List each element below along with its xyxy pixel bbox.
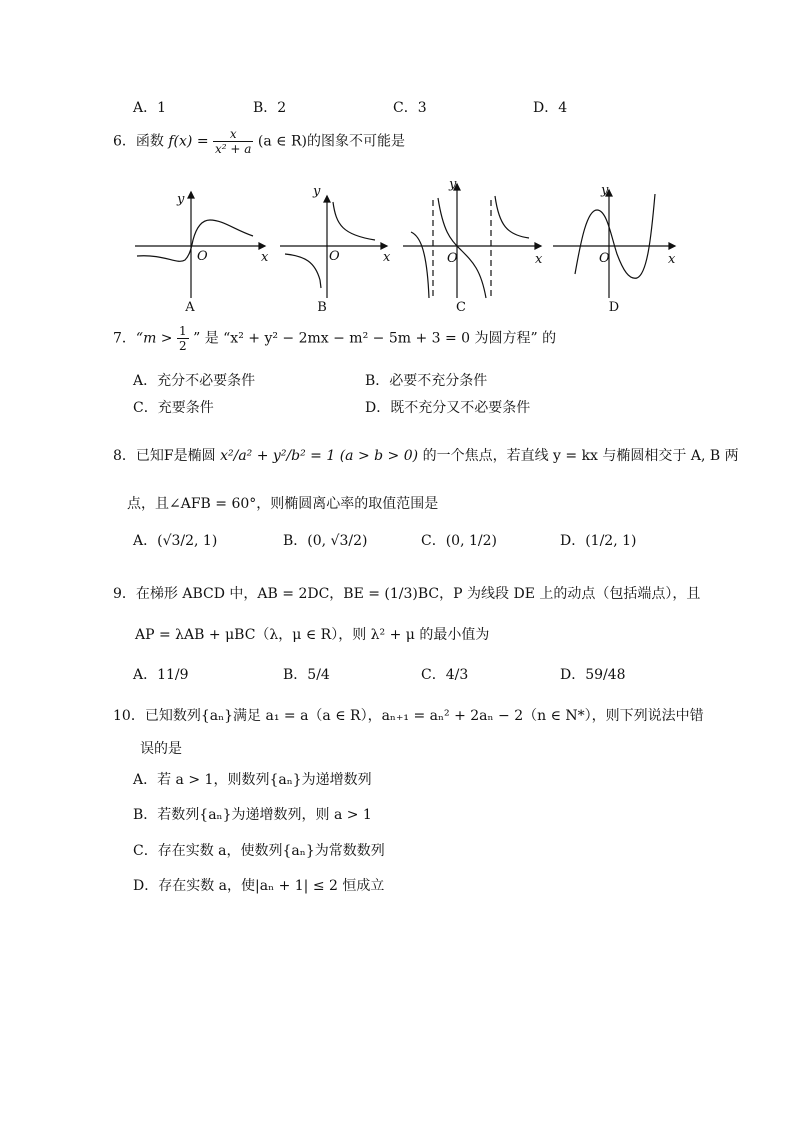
q8-option-a: A．(√3/2, 1) <box>133 533 218 549</box>
q7-option-d: D．既不充分又不必要条件 <box>365 400 531 416</box>
fig-b-origin: O <box>329 249 340 264</box>
q6-frac-den: x² + a <box>215 142 252 156</box>
q6-figures <box>115 170 685 320</box>
fig-d-y-label: y <box>601 183 609 198</box>
q10-line1: 已知数列{aₙ}满足 a₁ = a（a ∈ R），aₙ₊₁ = aₙ² + 2aₙ − 2（n ∈ N*），则下列说法中错 <box>144 708 704 724</box>
q6-suffix: 的图象不可能是 <box>306 133 405 150</box>
q7-frac-den: 2 <box>179 339 187 353</box>
q8-line2: 点，且∠AFB = 60°，则椭圆离心率的取值范围是 <box>127 496 439 512</box>
q6-stem <box>113 128 405 155</box>
q10-stem <box>113 705 704 725</box>
q6-func: f(x) = <box>168 133 209 150</box>
fig-c-y-label: y <box>449 177 457 192</box>
figure-label-b: B <box>317 300 327 315</box>
figure-label-d: D <box>608 300 620 315</box>
q7-part1: “m > <box>135 330 173 347</box>
q9-option-b: B．5/4 <box>283 667 330 683</box>
figure-d-graph <box>553 190 675 298</box>
q9-option-a: A．11/9 <box>133 667 189 683</box>
q7-stem <box>113 325 556 352</box>
q9-line1-a: 在梯形 ABCD 中， <box>135 586 258 602</box>
fig-a-x-label: x <box>261 250 269 265</box>
q7-number: 7． <box>113 330 136 347</box>
fig-d-origin: O <box>599 251 610 266</box>
q10-line2: 误的是 <box>140 741 182 757</box>
q9-line2: AP = λAB + μBC（λ，μ ∈ R），则 λ² + μ 的最小值为 <box>135 627 490 643</box>
q5-option-c: C．3 <box>393 100 427 116</box>
q9-option-c: C．4/3 <box>421 667 469 683</box>
q8-part2: 的一个焦点，若直线 y = kx 与椭圆相交于 A, B 两 <box>422 448 739 464</box>
q8-stem <box>113 445 739 465</box>
q9-line1-b: AB = 2DC，BE = (1/3)BC，P 为线段 DE 上的动点（包括端点），且 <box>257 586 701 602</box>
q8-option-c: C．(0, 1/2) <box>421 533 497 549</box>
q8-option-b: B．(0, √3/2) <box>283 533 368 549</box>
q9-number: 9． <box>113 586 136 602</box>
q6-domain: (a ∈ R) <box>257 133 307 150</box>
q8-part1: 已知F是椭圆 <box>135 448 216 464</box>
fig-b-y-label: y <box>313 184 321 199</box>
q7-option-a: A．充分不必要条件 <box>133 373 256 389</box>
q5-option-b: B．2 <box>253 100 287 116</box>
q6-number: 6． <box>113 133 136 150</box>
q5-option-d: D．4 <box>533 100 568 116</box>
q10-option-d: D．存在实数 a，使|aₙ + 1| ≤ 2 恒成立 <box>133 878 385 894</box>
q5-option-a: A．1 <box>133 100 167 116</box>
q10-option-b: B．若数列{aₙ}为递增数列，则 a > 1 <box>133 807 372 823</box>
figure-a-graph <box>135 192 265 298</box>
q6-frac-num: x <box>213 128 253 142</box>
figure-b-graph <box>280 196 387 298</box>
q7-fraction <box>177 325 189 352</box>
fig-a-origin: O <box>197 249 208 264</box>
q10-option-a: A．若 a > 1，则数列{aₙ}为递增数列 <box>133 772 372 788</box>
q8-option-d: D．(1/2, 1) <box>560 533 637 549</box>
q8-number: 8． <box>113 448 136 464</box>
q7-frac-num: 1 <box>179 324 187 338</box>
q10-option-c: C．存在实数 a，使数列{aₙ}为常数数列 <box>133 843 385 859</box>
q7-option-b: B．必要不充分条件 <box>365 373 488 389</box>
fig-c-x-label: x <box>535 252 543 267</box>
figure-label-a: A <box>185 300 195 315</box>
q7-part2: ” 是 “x² + y² − 2mx − m² − 5m + 3 = 0 为圆方程” 的 <box>193 330 557 347</box>
fig-b-x-label: x <box>383 250 391 265</box>
q7-option-c: C．充要条件 <box>133 400 214 416</box>
figure-label-c: C <box>456 300 466 315</box>
q8-ellipse: x²/a² + y²/b² = 1 (a > b > 0) <box>220 448 419 464</box>
fig-d-x-label: x <box>668 252 676 267</box>
q9-stem <box>113 583 700 603</box>
q6-fraction <box>213 128 253 155</box>
q10-number: 10． <box>113 708 145 724</box>
q6-prefix: 函数 <box>135 133 164 150</box>
fig-c-origin: O <box>447 251 458 266</box>
q9-option-d: D．59/48 <box>560 667 626 683</box>
figure-c-graph <box>403 184 541 298</box>
fig-a-y-label: y <box>177 192 185 207</box>
